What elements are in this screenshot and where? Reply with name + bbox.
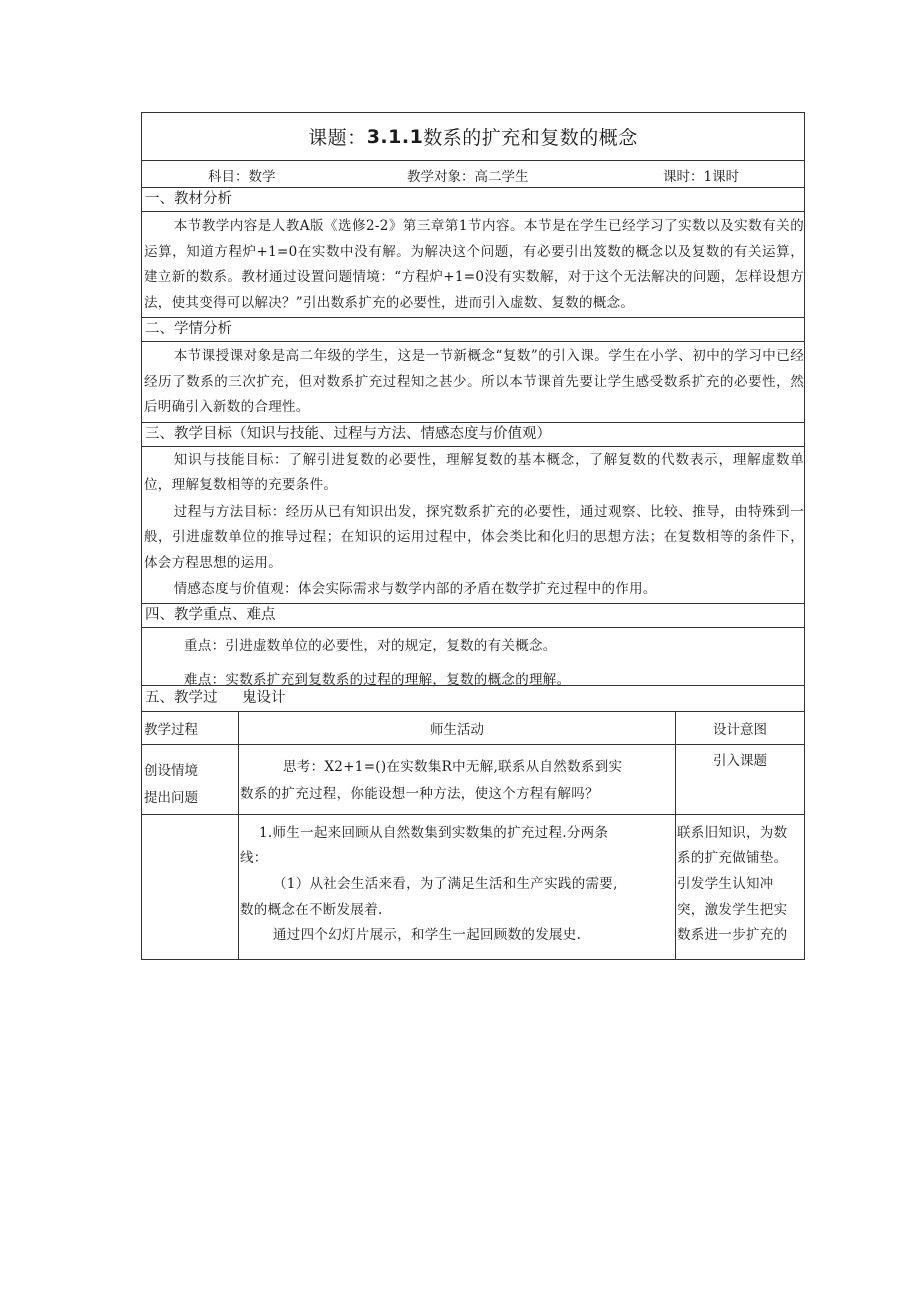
period-field: 课时：1课时 — [663, 169, 740, 185]
process-goal: 过程与方法目标：经历从已有知识出发，探究数系扩充的必要性，通过观察、比较、推导，由特殊到一般，引进虚数单位的推导过程；在知识的运用过程中，体会类比和化归的思想方法；在复数相等的条件下，体会方程思想的运用。 — [144, 503, 804, 571]
audience-field: 教学对象：高二学生 — [407, 169, 529, 185]
section-heading-1: 一、教材分析 — [141, 187, 805, 211]
key-point: 重点：引进虚数单位的必要性，对的规定，复数的有关概念。 — [184, 637, 557, 654]
activity-text: 通过四个幻灯片展示，和学生一起回顾数的发展史. — [273, 926, 582, 943]
activity-text: 数系的扩充过程，你能设想一种方法，使这个方程有解吗？ — [240, 785, 599, 802]
table-row — [141, 814, 805, 960]
intent-text: 联系旧知识，为数 — [677, 824, 788, 841]
section-heading-2: 二、学情分析 — [141, 317, 805, 341]
section-heading-3: 三、教学目标（知识与技能、过程与方法、情感态度与价值观） — [141, 422, 805, 446]
title-prefix: 课题： — [308, 127, 367, 149]
activity-text: 数的概念在不断发展着. — [240, 901, 383, 918]
section-body-1 — [141, 211, 805, 317]
table-row — [141, 744, 805, 814]
stage-label: 提出问题 — [144, 789, 198, 806]
activity-text: 线： — [240, 849, 268, 866]
emotion-goal: 情感态度与价值观：体会实际需求与数学内部的矛盾在数学扩充过程中的作用。 — [173, 581, 657, 597]
section-body-2 — [141, 341, 805, 422]
activity-text: （1）从社会生活来看，为了满足生活和生产实践的需要, — [273, 875, 618, 892]
section2-paragraph: 本节课授课对象是高二年级的学生，这是一节新概念“复数”的引入课。学生在小学、初中的学习中已经经历了数系的三次扩充，但对数系扩充过程知之甚少。所以本节课首先要让学生感受数系扩充的必要性，然后明确引入新数的合理性。 — [144, 348, 804, 415]
activity-text: 1.师生一起来回顾从自然数集到实数集的扩充过程.分两条 — [259, 824, 609, 841]
title-row — [141, 112, 805, 160]
section-body-4 — [141, 627, 805, 688]
section5-heading-b: 鬼设计 — [242, 689, 286, 706]
title-text: 数系的扩充和复数的概念 — [423, 127, 638, 149]
difficulty-point: 难点：实数系扩充到复数系的过程的理解，复数的概念的理解。 — [184, 671, 571, 688]
intent-text: 数系进一步扩充的 — [677, 926, 788, 943]
meta-row — [141, 160, 805, 187]
subject-field: 科目：数学 — [208, 169, 276, 185]
title-number: 3.1.1 — [366, 125, 424, 148]
stage-label: 创设情境 — [144, 762, 198, 779]
activity-text: 思考：X2+1=()在实数集R中无解,联系从自然数系到实 — [283, 758, 623, 775]
col-process-header: 教学过程 — [144, 721, 198, 738]
intent-text: 引发学生认知冲 — [677, 875, 774, 892]
section5-heading-a: 五、教学过 — [145, 689, 218, 706]
process-table-header — [141, 711, 805, 744]
intent-text: 突，激发学生把实 — [677, 901, 788, 918]
intent-text: 引入课题 — [713, 752, 767, 769]
col-intent-header: 设计意图 — [713, 721, 767, 738]
section-heading-4: 四、教学重点、难点 — [141, 603, 805, 627]
col-activity-header: 师生活动 — [430, 721, 484, 738]
section-body-3 — [141, 446, 805, 603]
section-heading-5 — [141, 685, 805, 711]
knowledge-goal: 知识与技能目标：了解引进复数的必要性，理解复数的基本概念，了解复数的代数表示，理解虚数单位，理解复数相等的充要条件。 — [144, 451, 804, 493]
lesson-plan-table — [141, 112, 805, 960]
intent-text: 系的扩充做铺垫。 — [677, 849, 788, 866]
section1-paragraph: 本节教学内容是人教A版《选修2-2》第三章第1节内容。本节是在学生已经学习了实数以及实数有关的运算，知道方程炉+1=0在实数中没有解。为解决这个问题，有必要引出笈数的概念以及复数的有关运算，建立新的数系。教材通过设置问题情境：“方程炉+1=0没有实数解，对于这个无法解决的问题，怎样设想方法，使其变得可以解决？”引出数系扩充的必要性，进而引入虚数、复数的概念。 — [144, 218, 804, 311]
